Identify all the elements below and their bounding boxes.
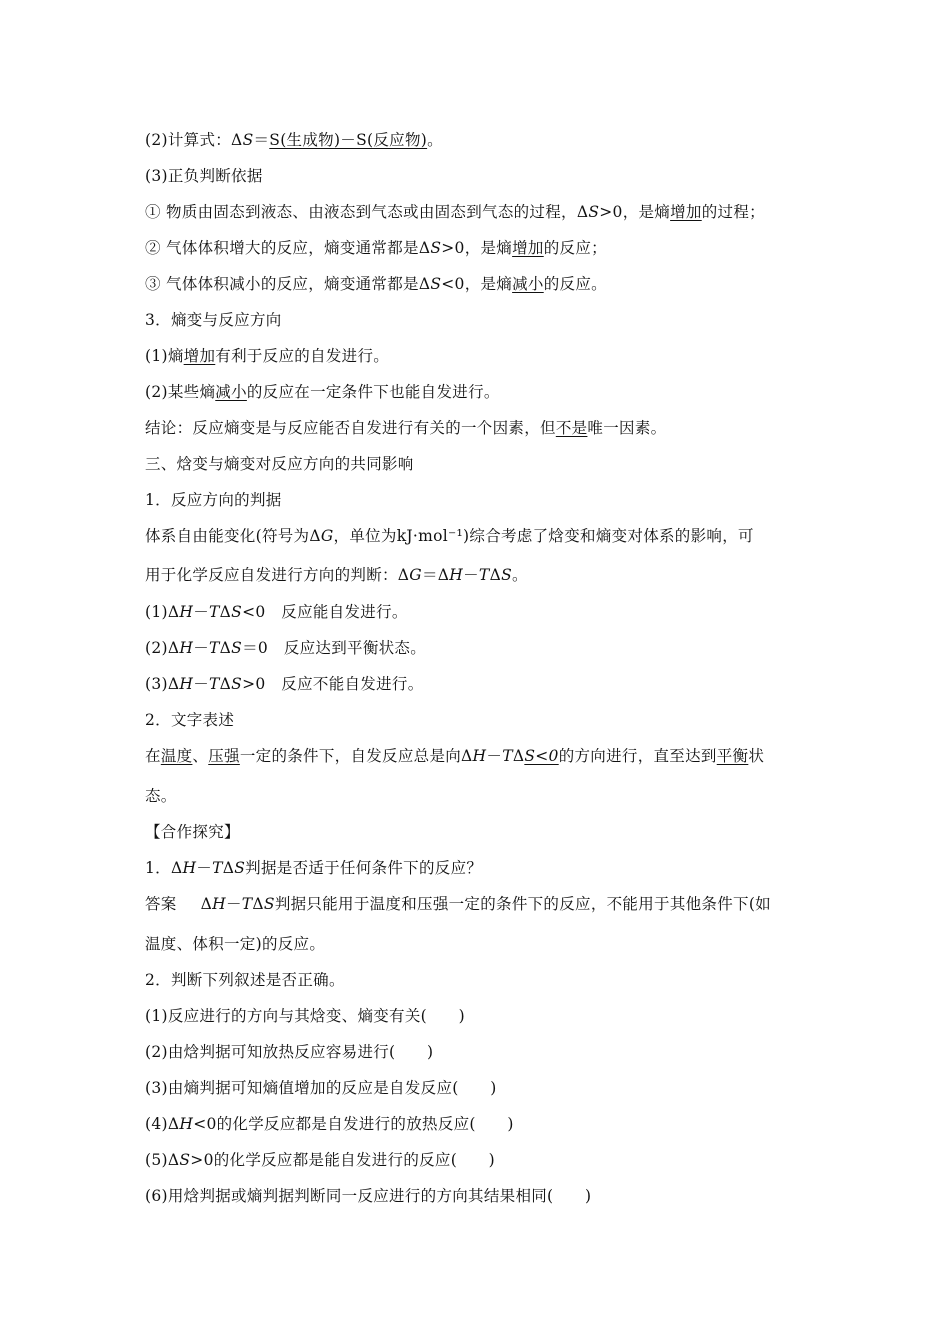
judgement-item: (2)由焓判据可知放热反应容易进行( ) [145,1043,434,1061]
paragraph: ① 物质由固态到液态、由液态到气态或由固态到气态的过程，ΔS>0，是熵增加的过程； [145,203,765,221]
answer: 温度、体积一定)的反应。 [145,935,326,953]
criterion-item: (3)ΔH－TΔS>0 反应不能自发进行。 [145,675,424,693]
paragraph: 用于化学反应自发进行方向的判断：ΔG＝ΔH－TΔS。 [145,566,528,584]
subheading: 1．反应方向的判据 [145,491,282,509]
conclusion: 结论：反应熵变是与反应能否自发进行有关的一个因素，但不是唯一因素。 [145,419,667,437]
judgement-item: (5)ΔS>0的化学反应都是能自发进行的反应( ) [145,1151,496,1169]
question: 2．判断下列叙述是否正确。 [145,971,345,989]
answer: 答案 ΔH－TΔS判据只能用于温度和压强一定的条件下的反应，不能用于其他条件下(如 [145,895,771,913]
section-heading: 【合作探究】 [145,823,240,841]
judgement-item: (4)ΔH<0的化学反应都是自发进行的放热反应( ) [145,1115,514,1133]
paragraph: 态。 [145,787,177,805]
paragraph: ③ 气体体积减小的反应，熵变通常都是ΔS<0，是熵减小的反应。 [145,275,607,293]
judgement-item: (6)用焓判据或熵判据判断同一反应进行的方向其结果相同( ) [145,1187,592,1205]
criterion-item: (1)ΔH－TΔS<0 反应能自发进行。 [145,603,408,621]
paragraph: 体系自由能变化(符号为ΔG，单位为kJ·mol⁻¹)综合考虑了焓变和熵变对体系的影响，可 [145,527,754,545]
paragraph: (1)熵增加有利于反应的自发进行。 [145,347,390,365]
subheading: 2．文字表述 [145,711,235,729]
subheading: (3)正负判断依据 [145,167,263,185]
question: 1．ΔH－TΔS判据是否适于任何条件下的反应？ [145,859,483,877]
paragraph: 在温度、压强一定的条件下，自发反应总是向ΔH－TΔS<0的方向进行，直至达到平衡状 [145,747,765,765]
section-heading: 3．熵变与反应方向 [145,311,282,329]
section-heading: 三、焓变与熵变对反应方向的共同影响 [145,455,414,473]
paragraph: (2)某些熵减小的反应在一定条件下也能自发进行。 [145,383,500,401]
formula-line: (2)计算式：ΔS＝S(生成物)－S(反应物)。 [145,131,443,149]
criterion-item: (2)ΔH－TΔS＝0 反应达到平衡状态。 [145,639,427,657]
judgement-item: (3)由熵判据可知熵值增加的反应是自发反应( ) [145,1079,497,1097]
judgement-item: (1)反应进行的方向与其焓变、熵变有关( ) [145,1007,465,1025]
paragraph: ② 气体体积增大的反应，熵变通常都是ΔS>0，是熵增加的反应； [145,239,607,257]
